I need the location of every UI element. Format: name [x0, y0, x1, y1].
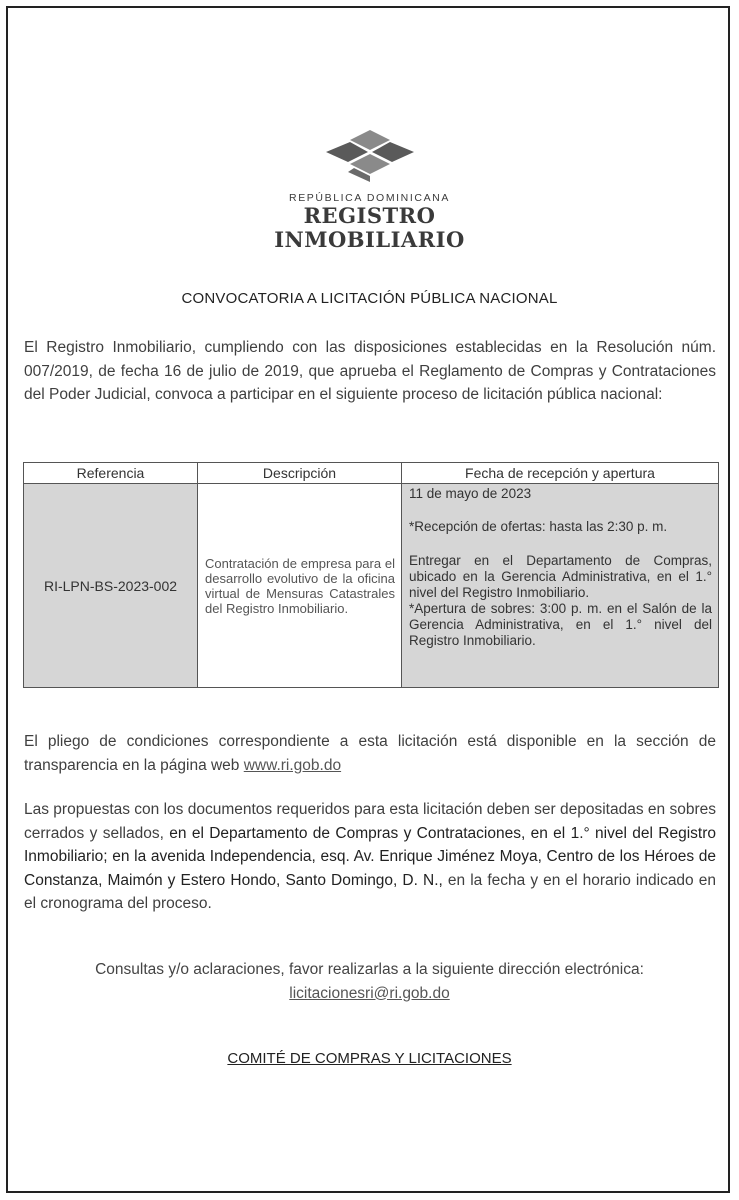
propuestas-text-3: en la fecha y en el horario indicado en el cronograma del proceso. — [24, 871, 716, 912]
cell-fecha — [402, 484, 719, 688]
table-row — [24, 484, 719, 688]
pliego-paragraph — [24, 730, 716, 777]
fecha-recepcion: *Recepción de ofertas: hasta las 2:30 p. m. — [409, 519, 668, 534]
consultas-text: Consultas y/o aclaraciones, favor realizarlas a la siguiente dirección electrónica: — [95, 961, 644, 978]
registro-inmobiliario-emblem-icon — [324, 128, 416, 184]
header-referencia: Referencia — [24, 463, 198, 484]
fecha-apertura: *Apertura de sobres: 3:00 p. m. en el Salón de la Gerencia Administrativa, en el 1.° nivel del Registro Inmobiliario. — [409, 601, 712, 648]
cell-referencia: RI-LPN-BS-2023-002 — [24, 484, 198, 688]
email-link[interactable]: licitacionesri@ri.gob.do — [289, 984, 450, 1002]
fecha-date: 11 de mayo de 2023 — [409, 486, 532, 501]
fecha-entregar: Entregar en el Departamento de Compras, ubicado en la Gerencia Administrativa, en el 1.° nivel del Registro Inmobiliario. — [409, 553, 712, 600]
logo-line2: INMOBILIARIO — [274, 227, 465, 252]
header-fecha: Fecha de recepción y apertura — [402, 463, 719, 484]
logo-line1: REGISTRO — [303, 203, 436, 228]
website-link[interactable]: www.ri.gob.do — [243, 756, 342, 774]
cell-descripcion: Contratación de empresa para el desarrollo evolutivo de la oficina virtual de Mensuras Catastrales del Registro Inmobiliario. — [198, 484, 402, 688]
propuestas-address: en el Departamento de Compras y Contrataciones, en el 1.° nivel del Registro Inmobiliario; en la avenida Independencia, esq. Av. Enrique Jiménez Moya, Centro de los Héroes de Constanza, Maimón y Estero Hondo, Santo Domingo, D. N., — [24, 824, 716, 889]
logo — [0, 128, 739, 252]
logo-subtitle: REPÚBLICA DOMINICANA — [289, 192, 450, 204]
propuestas-paragraph — [24, 798, 716, 916]
consultas-block — [0, 958, 739, 1005]
header-descripcion: Descripción — [198, 463, 402, 484]
pliego-text: El pliego de condiciones correspondiente a esta licitación está disponible en la sección de transparencia en la página web — [24, 733, 716, 774]
licitacion-table — [23, 462, 719, 688]
propuestas-text-1: Las propuestas con los documentos requeridos para esta licitación deben ser depositadas en sobres cerrados y sellados, — [24, 801, 716, 842]
committee-signature: COMITÉ DE COMPRAS Y LICITACIONES — [227, 1050, 512, 1067]
table-header-row — [24, 463, 719, 484]
intro-paragraph: El Registro Inmobiliario, cumpliendo con las disposiciones establecidas en la Resolución núm. 007/2019, de fecha 16 de julio de 2019, que aprueba el Reglamento de Compras y Contrataciones del Poder Judicial, convoca a participar en el siguiente proceso de licitación pública nacional: — [24, 339, 716, 403]
page-title: CONVOCATORIA A LICITACIÓN PÚBLICA NACIONAL — [181, 290, 558, 307]
